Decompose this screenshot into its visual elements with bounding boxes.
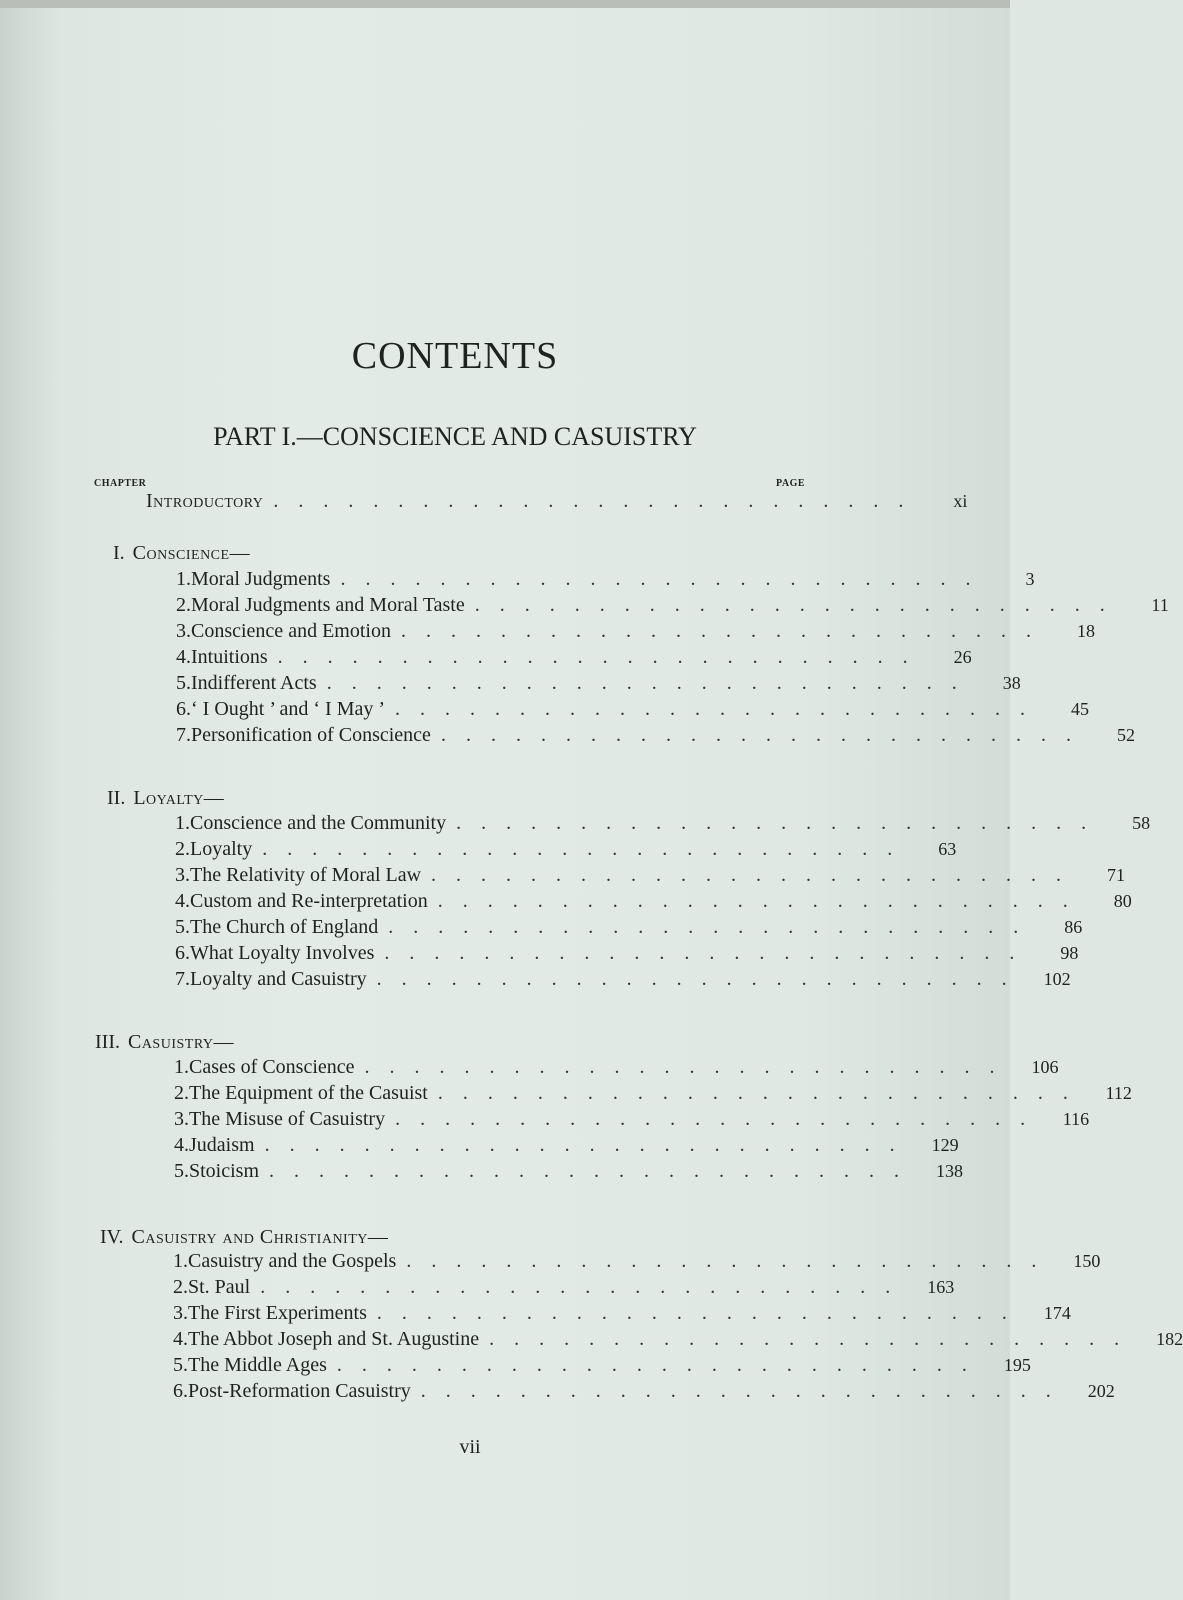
toc-entry — [174, 1160, 964, 1186]
entry-page: 98 — [1060, 943, 1079, 963]
toc-entry — [173, 1276, 955, 1302]
toc-entry — [175, 812, 1151, 838]
entry-page: 45 — [1071, 699, 1090, 719]
dot-leader: .......................... — [489, 1328, 1140, 1350]
entry-title: Stoicism — [189, 1160, 260, 1182]
entry-number: 3. — [175, 864, 190, 886]
entry-title: Casuistry and the Gospels — [188, 1250, 397, 1272]
entry-page: 52 — [1116, 725, 1135, 745]
entry-number: 4. — [174, 1134, 189, 1156]
toc-entry — [175, 864, 1126, 890]
entry-number: 3. — [176, 620, 191, 642]
entry-title: Indifferent Acts — [191, 672, 317, 694]
dot-leader: .......................... — [262, 838, 913, 860]
entry-title: The Church of England — [190, 916, 379, 938]
entry-title: The Middle Ages — [188, 1354, 327, 1376]
entry-number: 6. — [176, 698, 191, 720]
chapter-title: Loyalty— — [133, 787, 225, 809]
chapter-title: Casuistry— — [127, 1031, 235, 1053]
entry-page: 102 — [1043, 969, 1071, 989]
column-header-chapter: CHAPTER — [94, 478, 147, 489]
column-header-page: PAGE — [776, 478, 806, 489]
dot-leader: .......................... — [400, 620, 1051, 642]
entry-page: 129 — [931, 1135, 959, 1155]
entry-page: 116 — [1062, 1109, 1090, 1129]
entry-page: 71 — [1107, 865, 1126, 885]
chapter-number: II. — [107, 787, 126, 809]
page-top-edge — [0, 0, 1010, 8]
entry-title: Intuitions — [191, 646, 268, 668]
entry-page: 182 — [1156, 1329, 1183, 1349]
dot-leader: .......................... — [277, 646, 928, 668]
entry-number: 7. — [175, 968, 190, 990]
entry-page: 80 — [1113, 891, 1132, 911]
entry-title: The First Experiments — [188, 1302, 367, 1324]
entry-title: Custom and Re-interpretation — [190, 890, 428, 912]
dot-leader: .......................... — [336, 1354, 987, 1376]
entry-number: 4. — [173, 1328, 188, 1350]
dot-leader: .......................... — [420, 1380, 1071, 1402]
entry-title: Loyalty and Casuistry — [190, 968, 367, 990]
entry-page: 26 — [953, 647, 972, 667]
dot-leader: .......................... — [440, 724, 1091, 746]
entry-page: 18 — [1076, 621, 1095, 641]
chapter-title: Conscience— — [132, 542, 251, 564]
toc-entry — [174, 1108, 1090, 1134]
entry-number: 4. — [176, 646, 191, 668]
entry-title: ‘ I Ought ’ and ‘ I May ’ — [191, 698, 386, 720]
entry-page: 174 — [1043, 1303, 1071, 1323]
chapter-heading — [107, 787, 224, 813]
toc-entry — [175, 838, 957, 864]
dot-leader: .......................... — [431, 864, 1082, 886]
toc-entry — [175, 942, 1079, 968]
toc-entry — [175, 968, 1071, 994]
toc-entry — [173, 1354, 1031, 1380]
entry-number: 1. — [176, 568, 191, 590]
toc-entry — [176, 698, 1090, 724]
entry-title: St. Paul — [188, 1276, 251, 1298]
dot-leader: .......................... — [269, 1160, 920, 1182]
dot-leader: .......................... — [395, 698, 1046, 720]
dot-leader: .......................... — [376, 968, 1027, 990]
dot-leader: .......................... — [340, 568, 991, 590]
entry-number: 3. — [174, 1108, 189, 1130]
dot-leader: .......................... — [260, 1276, 911, 1298]
entry-title: Loyalty — [190, 838, 253, 860]
entry-title: Personification of Conscience — [191, 724, 431, 746]
toc-row-introductory — [146, 490, 968, 516]
dot-leader: .......................... — [364, 1056, 1015, 1078]
entry-number: 5. — [176, 672, 191, 694]
entry-number: 5. — [173, 1354, 188, 1376]
toc-entry — [175, 890, 1132, 916]
toc-entry — [174, 1056, 1059, 1082]
entry-number: 7. — [176, 724, 191, 746]
entry-number: 5. — [175, 916, 190, 938]
chapter-heading — [100, 1226, 388, 1252]
introductory-page: xi — [953, 491, 968, 511]
page-number: vii — [459, 1436, 481, 1458]
entry-title: The Misuse of Casuistry — [189, 1108, 386, 1130]
entry-title: Cases of Conscience — [189, 1056, 355, 1078]
entry-number: 2. — [176, 594, 191, 616]
dot-leader: .......................... — [273, 490, 924, 512]
entry-number: 1. — [174, 1056, 189, 1078]
toc-entry — [176, 594, 1169, 620]
dot-leader: .......................... — [437, 890, 1088, 912]
entry-page: 3 — [1025, 569, 1035, 589]
toc-entry — [174, 1134, 959, 1160]
dot-leader: .......................... — [388, 916, 1039, 938]
entry-title: Moral Judgments and Moral Taste — [191, 594, 465, 616]
entry-page: 58 — [1132, 813, 1151, 833]
entry-number: 2. — [174, 1082, 189, 1104]
entry-page: 38 — [1002, 673, 1021, 693]
toc-entry — [176, 646, 972, 672]
entry-title: Conscience and the Community — [190, 812, 447, 834]
entry-page: 106 — [1031, 1057, 1059, 1077]
dot-leader: .......................... — [406, 1250, 1057, 1272]
toc-entry — [174, 1082, 1132, 1108]
chapter-number: I. — [113, 542, 125, 564]
entry-title: The Relativity of Moral Law — [190, 864, 422, 886]
entry-title: What Loyalty Involves — [190, 942, 375, 964]
toc-entry — [176, 568, 1035, 594]
entry-title: Post-Reformation Casuistry — [188, 1380, 411, 1402]
entry-number: 2. — [173, 1276, 188, 1298]
dot-leader: .......................... — [264, 1134, 915, 1156]
entry-page: 86 — [1064, 917, 1083, 937]
entry-number: 3. — [173, 1302, 188, 1324]
entry-page: 163 — [927, 1277, 955, 1297]
entry-page: 11 — [1151, 595, 1169, 615]
dot-leader: .......................... — [326, 672, 977, 694]
toc-entry — [176, 724, 1135, 750]
toc-entry — [176, 672, 1021, 698]
entry-page: 202 — [1087, 1381, 1115, 1401]
entry-number: 5. — [174, 1160, 189, 1182]
dot-leader: .......................... — [384, 942, 1035, 964]
chapter-number: IV. — [100, 1226, 124, 1248]
toc-entry — [173, 1250, 1101, 1276]
entry-number: 1. — [175, 812, 190, 834]
dot-leader: .......................... — [456, 812, 1107, 834]
entry-page: 150 — [1073, 1251, 1101, 1271]
dot-leader: .......................... — [437, 1082, 1088, 1104]
entry-title: Moral Judgments — [191, 568, 331, 590]
entry-title: The Abbot Joseph and St. Augustine — [188, 1328, 480, 1350]
entry-number: 6. — [175, 942, 190, 964]
entry-page: 195 — [1003, 1355, 1031, 1375]
dot-leader: .......................... — [395, 1108, 1046, 1130]
toc-entry — [173, 1380, 1115, 1406]
entry-number: 2. — [175, 838, 190, 860]
entry-title: The Equipment of the Casuist — [189, 1082, 428, 1104]
chapter-title: Casuistry and Christianity— — [131, 1226, 389, 1248]
entry-number: 4. — [175, 890, 190, 912]
page-title: CONTENTS — [351, 335, 559, 377]
entry-page: 112 — [1105, 1083, 1132, 1103]
chapter-heading — [113, 542, 250, 568]
toc-entry — [176, 620, 1095, 646]
dot-leader: .......................... — [474, 594, 1125, 616]
toc-entry — [173, 1302, 1071, 1328]
part-title: PART I.—CONSCIENCE AND CASUISTRY — [213, 422, 697, 451]
toc-entry — [175, 916, 1083, 942]
entry-number: 1. — [173, 1250, 188, 1272]
dot-leader: .......................... — [376, 1302, 1027, 1324]
entry-number: 6. — [173, 1380, 188, 1402]
chapter-number: III. — [95, 1031, 120, 1053]
entry-page: 138 — [936, 1161, 964, 1181]
entry-title: Conscience and Emotion — [191, 620, 391, 642]
entry-title: Judaism — [189, 1134, 255, 1156]
toc-entry — [173, 1328, 1183, 1354]
entry-page: 63 — [938, 839, 957, 859]
introductory-label: Introductory — [146, 490, 264, 512]
chapter-heading — [95, 1031, 234, 1057]
